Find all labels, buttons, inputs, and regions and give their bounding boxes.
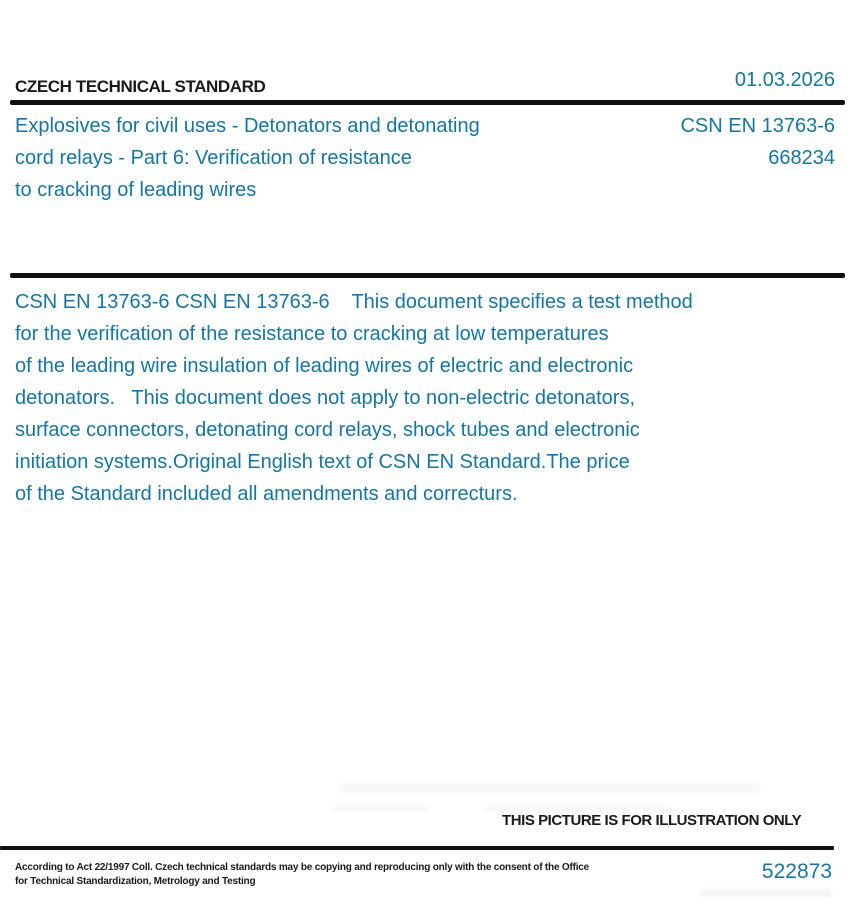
document-number: 522873	[761, 860, 832, 883]
title-divider	[10, 273, 845, 278]
standard-code: CSN EN 13763-6	[680, 115, 835, 137]
abstract-line: of the leading wire insulation of leading wires of electric and electronic	[15, 355, 634, 377]
watermark-smudge	[340, 782, 760, 794]
standard-codes	[680, 110, 835, 174]
abstract-line: initiation systems.Original English text of CSN EN Standard.The price	[15, 451, 630, 473]
standard-title	[15, 110, 480, 206]
standard-abstract	[15, 286, 693, 510]
abstract-line: CSN EN 13763-6 CSN EN 13763-6 This document specifies a test method	[15, 291, 693, 313]
watermark-smudge	[485, 806, 670, 811]
standard-title-line: to cracking of leading wires	[15, 179, 257, 201]
footer-legal-notice	[15, 861, 589, 889]
catalog-number: 668234	[768, 147, 835, 169]
watermark-smudge	[333, 806, 428, 811]
page-title: CZECH TECHNICAL STANDARD	[15, 77, 266, 96]
abstract-line: detonators. This document does not apply to non-electric detonators,	[15, 387, 635, 409]
standard-title-line: Explosives for civil uses - Detonators and detonating	[15, 115, 480, 137]
footer-legal-line: According to Act 22/1997 Coll. Czech technical standards may be copying and reproducing only with the consent of the Office	[15, 862, 590, 873]
header-divider	[10, 100, 845, 105]
watermark-smudge	[700, 889, 832, 897]
abstract-line: of the Standard included all amendments and correcturs.	[15, 483, 518, 505]
footer-divider	[0, 846, 834, 850]
abstract-line: for the verification of the resistance to cracking at low temperatures	[15, 323, 609, 345]
effective-date: 01.03.2026	[734, 69, 835, 91]
standard-title-line: cord relays - Part 6: Verification of resistance	[15, 147, 412, 169]
footer-legal-line: for Technical Standardization, Metrology and Testing	[15, 876, 256, 887]
illustration-disclaimer: THIS PICTURE IS FOR ILLUSTRATION ONLY	[502, 812, 802, 829]
abstract-line: surface connectors, detonating cord relays, shock tubes and electronic	[15, 419, 640, 441]
